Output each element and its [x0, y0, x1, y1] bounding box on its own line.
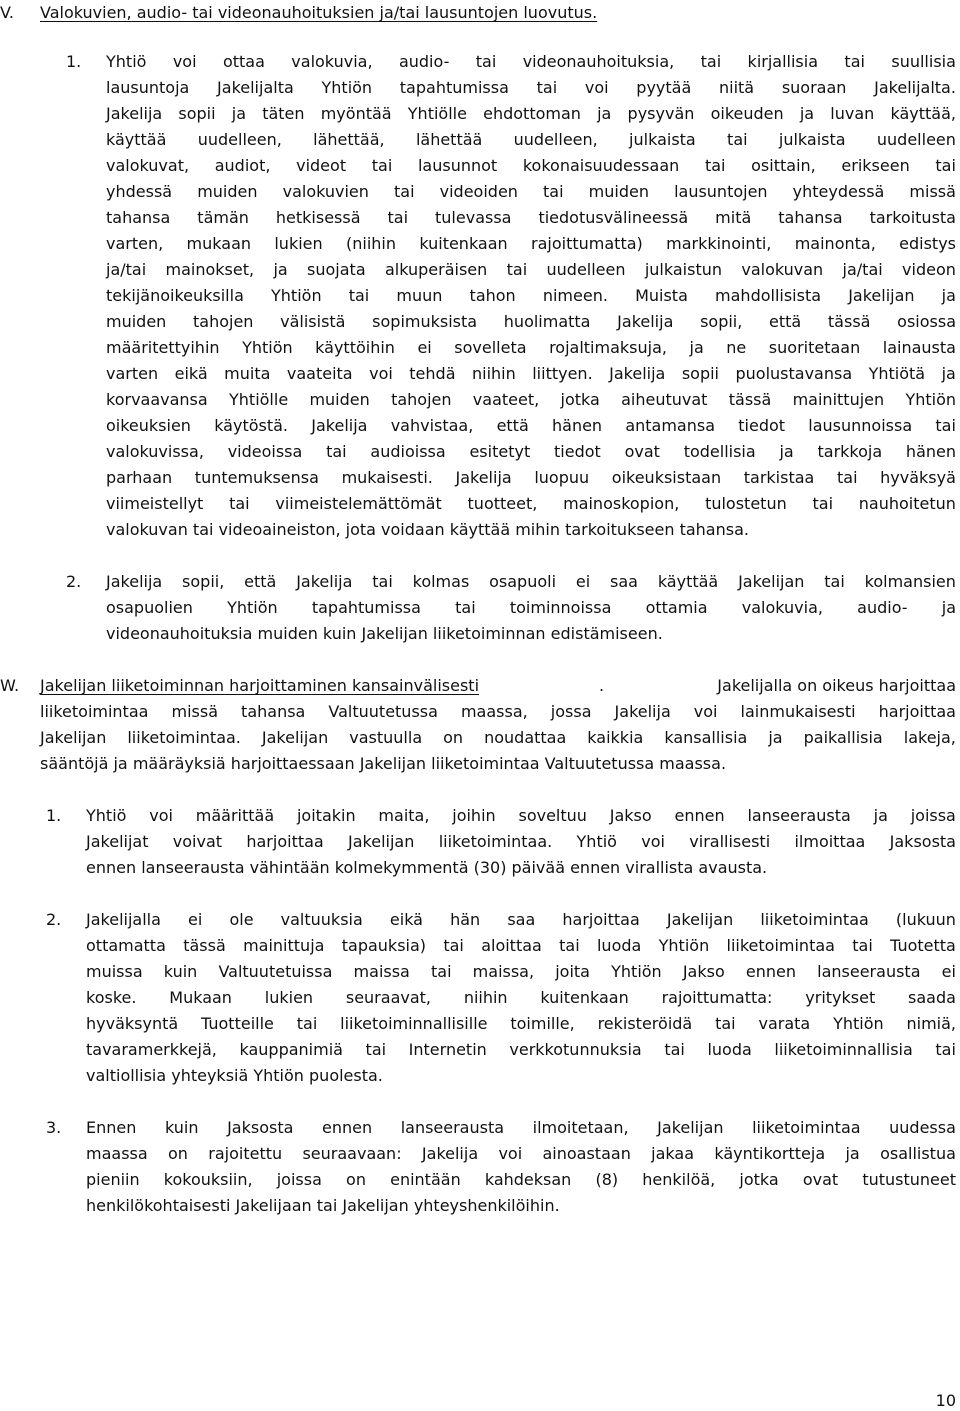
paragraph-line: Ennen kuin Jaksosta ennen lanseerausta ilmoitetaan, Jakelijan liiketoimintaa uudessa: [86, 1118, 956, 1137]
section-w-heading-period: .: [599, 676, 605, 695]
paragraph-line: maassa on rajoitettu seuraavaan: Jakelija voi ainoastaan jakaa käyntikortteja ja osallistua: [86, 1144, 956, 1163]
paragraph-line: yhdessä muiden valokuvien tai videoiden tai muiden lausuntojen yhteydessä missä: [106, 182, 956, 201]
section-v-item-2-number: 2.: [66, 572, 82, 591]
paragraph-line: käyttää uudelleen, lähettää, lähettää uudelleen, julkaista tai julkaista uudelleen: [106, 130, 956, 149]
paragraph-line: muiden tahojen välisistä sopimuksista huolimatta Jakelija sopii, että tässä osiossa: [106, 312, 956, 331]
paragraph-line: valokuvan tai videoaineiston, jota voidaan käyttää mihin tarkoitukseen tahansa.: [106, 520, 749, 539]
page-number: 10: [935, 1391, 956, 1410]
paragraph-line: ottamatta tässä mainittuja tapauksia) tai aloittaa tai luoda Yhtiön liiketoimintaa tai Tuotetta: [86, 936, 956, 955]
paragraph-line: hyväksyntä Tuotteille tai liiketoiminnallisille toimille, rekisteröidä tai varata Yhtiön nimiä,: [86, 1014, 956, 1033]
paragraph-line: varten eikä muita vaateita voi tehdä niihin liittyen. Jakelija sopii puolustavansa Yhtiötä ja: [106, 364, 956, 383]
paragraph-line: varten, mukaan lukien (niihin kuitenkaan rajoittumatta) markkinointi, mainonta, edistys: [106, 234, 956, 253]
section-w-item-1-number: 1.: [46, 806, 62, 825]
paragraph-line: korvaavansa Yhtiölle muiden tahojen vaateet, jotka aiheutuvat tässä mainittujen Yhtiön: [106, 390, 956, 409]
paragraph-line: liiketoimintaa missä tahansa Valtuutetussa maassa, jossa Jakelija voi lainmukaisesti harjoittaa: [40, 702, 956, 721]
paragraph-line: määritettyihin Yhtiön käyttöihin ei sovelleta rojaltimaksuja, ja ne suoritetaan lainausta: [106, 338, 956, 357]
paragraph-line: Jakelija sopii, että Jakelija tai kolmas osapuoli ei saa käyttää Jakelijan tai kolmansien: [106, 572, 956, 591]
paragraph-line: viimeistellyt tai viimeistelemättömät tuotteet, mainoskopion, tulostetun tai nauhoitetun: [106, 494, 956, 513]
paragraph-line: Jakelijat voivat harjoittaa Jakelijan liiketoimintaa. Yhtiö voi virallisesti ilmoittaa Jaksosta: [86, 832, 956, 851]
paragraph-line: Jakelija sopii ja täten myöntää Yhtiölle ehdottoman ja pysyvän oikeuden ja luvan käyttää,: [106, 104, 956, 123]
paragraph-line: videonauhoituksia muiden kuin Jakelijan liiketoiminnan edistämiseen.: [106, 624, 663, 643]
paragraph-line: Jakelijan liiketoimintaa. Jakelijan vastuulla on noudattaa kaikkia kansallisia ja paikallisia lakeja,: [40, 728, 956, 747]
paragraph-line: ennen lanseerausta vähintään kolmekymmentä (30) päivää ennen virallista avausta.: [86, 858, 768, 877]
paragraph-line: parhaan tuntemuksensa mukaisesti. Jakelija luopuu oikeuksistaan tarkistaa tai hyväksyä: [106, 468, 956, 487]
section-w-item-3-number: 3.: [46, 1118, 62, 1137]
paragraph-line: tekijänoikeuksilla Yhtiön tai muun tahon nimeen. Muista mahdollisista Jakelijan ja: [106, 286, 956, 305]
paragraph-line: oikeuksien käytöstä. Jakelija vahvistaa, että hänen antamansa tiedot lausunnoissa tai: [106, 416, 956, 435]
section-v-heading: Valokuvien, audio- tai videonauhoituksien ja/tai lausuntojen luovutus.: [40, 3, 598, 22]
paragraph-line: koske. Mukaan lukien seuraavat, niihin kuitenkaan rajoittumatta: yritykset saada: [86, 988, 956, 1007]
paragraph-line: henkilökohtaisesti Jakelijaan tai Jakelijan yhteyshenkilöihin.: [86, 1196, 560, 1215]
paragraph-line: valtiollisia yhteyksiä Yhtiön puolesta.: [86, 1066, 383, 1085]
section-w-heading: Jakelijan liiketoiminnan harjoittaminen kansainvälisesti: [40, 676, 480, 695]
paragraph-line: ja/tai mainokset, ja suojata alkuperäisen tai uudelleen julkaistun valokuvan ja/tai videon: [106, 260, 956, 279]
section-w-intro-first-line: Jakelijalla on oikeus harjoittaa: [717, 676, 956, 695]
paragraph-line: Yhtiö voi määrittää joitakin maita, joihin soveltuu Jakso ennen lanseerausta ja joissa: [86, 806, 956, 825]
paragraph-line: sääntöjä ja määräyksiä harjoittaessaan Jakelijan liiketoimintaa Valtuutetussa maassa.: [40, 754, 727, 773]
section-w-item-2-number: 2.: [46, 910, 62, 929]
section-v-item-1-number: 1.: [66, 52, 82, 71]
paragraph-line: Yhtiö voi ottaa valokuvia, audio- tai videonauhoituksia, tai kirjallisia tai suullisia: [106, 52, 956, 71]
section-v-letter: V.: [0, 3, 14, 22]
paragraph-line: tahansa tämän hetkisessä tai tulevassa tiedotusvälineessä mitä tahansa tarkoitusta: [106, 208, 956, 227]
paragraph-line: valokuvat, audiot, videot tai lausunnot kokonaisuudessaan tai osittain, erikseen tai: [106, 156, 956, 175]
paragraph-line: tavaramerkkejä, kauppanimiä tai Internetin verkkotunnuksia tai luoda liiketoiminnallisia tai: [86, 1040, 956, 1059]
paragraph-line: osapuolien Yhtiön tapahtumissa tai toiminnoissa ottamia valokuvia, audio- ja: [106, 598, 956, 617]
section-w-letter: W.: [0, 676, 20, 695]
paragraph-line: valokuvissa, videoissa tai audioissa esitetyt tiedot ovat todellisia ja tarkkoja hänen: [106, 442, 956, 461]
paragraph-line: lausuntoja Jakelijalta Yhtiön tapahtumissa tai voi pyytää niitä suoraan Jakelijalta.: [106, 78, 956, 97]
paragraph-line: muissa kuin Valtuutetuissa maissa tai maissa, joita Yhtiön Jakso ennen lanseerausta ei: [86, 962, 956, 981]
paragraph-line: pieniin kokouksiin, joissa on enintään kahdeksan (8) henkilöä, jotka ovat tutustuneet: [86, 1170, 956, 1189]
paragraph-line: Jakelijalla ei ole valtuuksia eikä hän saa harjoittaa Jakelijan liiketoimintaa (lukuun: [86, 910, 956, 929]
